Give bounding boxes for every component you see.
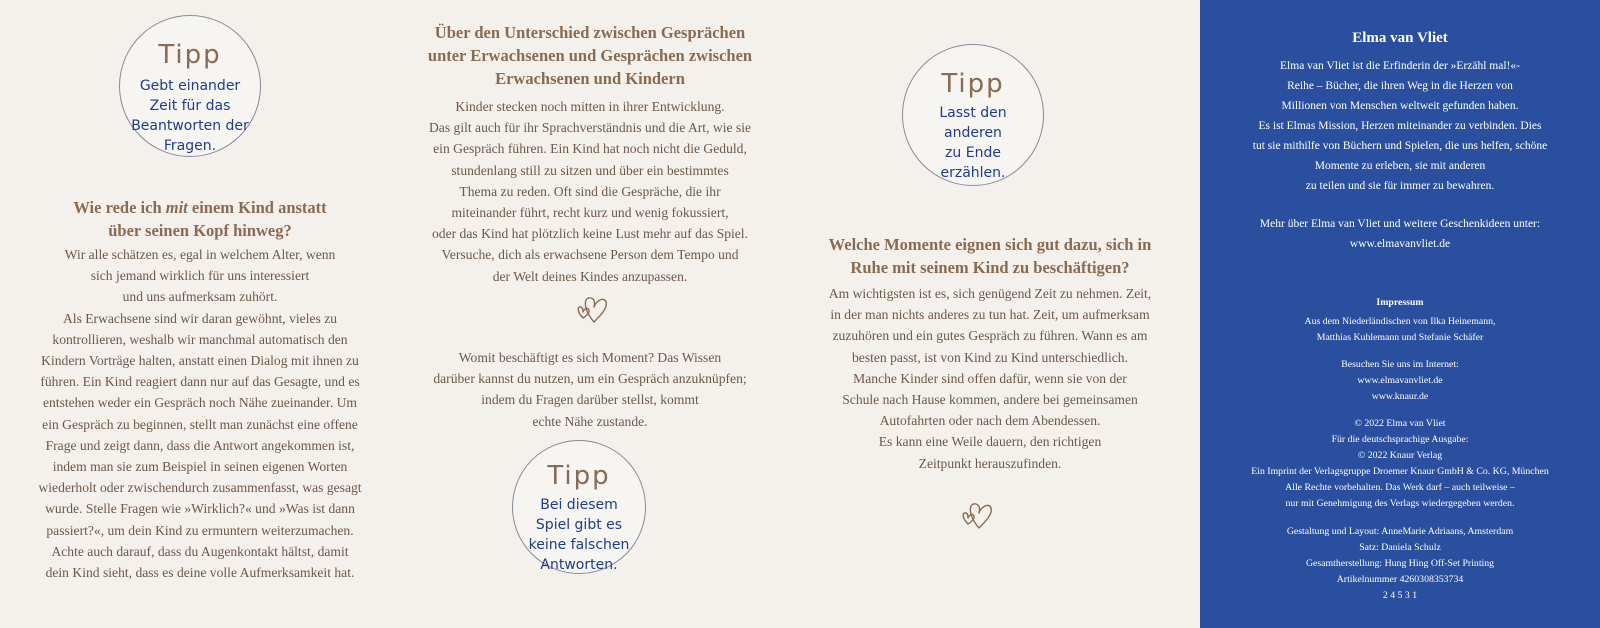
- tip-circle: [902, 44, 1044, 186]
- more-info: Mehr über Elma van Vliet und weitere Geschenkideen unter: www.elmavanvliet.de: [1259, 218, 1541, 250]
- impressum-title: Impressum: [1376, 297, 1424, 308]
- tip-text: Lasst den anderen zu Ende erzählen.: [939, 105, 1007, 181]
- tip-circle: [119, 15, 261, 157]
- panel-middle: [400, 0, 800, 628]
- section-body-2: Womit beschäftigt es sich Moment? Das Wissen darüber kannst du nutzen, um ein Gespräch anzuknüpfen; indem du Fragen darüber stellst, kommt echte Nähe zustande.: [433, 350, 747, 429]
- section-body: Kinder stecken noch mitten in ihrer Entwicklung. Das gilt auch für ihr Sprachverständnis und die Art, wie sie ein Gespräch führen. Ein Kind hat noch nicht die Geduld, stundenlang still zu sitzen und über ein bestimmtes Thema zu reden. Oft sind die Gespräche, die ihr miteinander führt, recht kurz und wenig fokussiert, oder das Kind hat plötzlich keine Lust mehr auf das Spiel. Versuche, dich als erwachsene Person dem Tempo und der Welt deines Kindes anzupassen.: [428, 99, 752, 284]
- section-body: Wir alle schätzen es, egal in welchem Alter, wenn sich jemand wirklich für uns interessiert und uns aufmerksam zuhört. Als Erwachsene sind wir daran gewöhnt, vieles zu kontrollieren, weshalb wir manchmal automatisch den Kindern Vorträge halten, anstatt einen Dialog mit ihnen zu führen. Ein Kind reagiert dann nur auf das Gesagte, und es entstehen weder ein Gespräch noch Nähe zueinander. Um ein Gespräch zu beginnen, stellt man zunächst eine offene Frage und zeigt dann, dass die Antwort angekommen ist, indem man sie zum Beispiel in seinen eigenen Worten wiederholt oder zwischendurch zusammenfasst, was gesagt wurde. Stelle Fragen wie »Wirklich?« und »Was ist dann passiert?«, um dein Kind zu ermuntern weiterzumachen. Achte auch darauf, dass du Augenkontakt hältst, damit dein Kind sieht, dass es deine volle Aufmerksamkeit hat.: [38, 247, 362, 581]
- heart-icon: [955, 496, 995, 534]
- tip-title: Tipp: [158, 40, 222, 70]
- section-heading: [0, 196, 400, 242]
- impressum-credits: Gestaltung und Layout: AnneMarie Adriaans, Amsterdam Satz: Daniela Schulz Gesamtherstellung: Hung Hing Off-Set Printing Artikelnummer 4260308353734 2 4 5 3 1: [1286, 526, 1514, 601]
- panel-third: [800, 0, 1200, 628]
- impressum-visit: Besuchen Sie uns im Internet: www.elmavanvliet.de www.knaur.de: [1341, 359, 1459, 402]
- tip-circle: [512, 440, 646, 574]
- tip-text: Bei diesem Spiel gibt es keine falschen Antworten.: [528, 497, 630, 573]
- tip-title: Tipp: [941, 69, 1005, 99]
- section-body: Am wichtigsten ist es, sich genügend Zeit zu nehmen. Zeit, in der man nichts anderes zu tun hat. Zeit, um aufmerksam zuzuhören und ein gutes Gespräch zu führen. Wann es am besten passt, ist von Kind zu Kind unterschiedlich. Manche Kinder sind offen dafür, wenn sie von der Schule nach Hause kommen, andere bei gemeinsamen Autofahrten oder nach dem Abendessen. Es kann eine Weile dauern, den richtigen Zeitpunkt herauszufinden.: [828, 286, 1152, 471]
- heading-emphasis: mit: [165, 198, 188, 217]
- tip-title: Tipp: [547, 461, 611, 491]
- section-heading: Welche Momente eignen sich gut dazu, sich in Ruhe mit seinem Kind zu beschäftigen?: [828, 235, 1152, 277]
- author-bio: Elma van Vliet ist die Erfinderin der »Erzähl mal!«- Reihe – Bücher, die ihren Weg in die Herzen von Millionen von Menschen weltweit gefunden haben. Es ist Elmas Mission, Herzen miteinander zu verbinden. Dies tut sie mithilfe von Büchern und Spielen, die uns helfen, schöne Momente zu erleben, sie mit anderen zu teilen und sie für immer zu bewahren.: [1252, 60, 1548, 192]
- tip-text: Gebt einander Zeit für das Beantworten der Fragen.: [131, 78, 249, 154]
- panel-right-imprint: [1200, 0, 1600, 628]
- heading-part: Wie rede ich: [73, 198, 166, 217]
- heading-part: einem Kind anstatt über seinen Kopf hinweg?: [108, 198, 327, 240]
- heart-icon: [570, 290, 610, 328]
- section-heading: Über den Unterschied zwischen Gesprächen unter Erwachsenen und Gesprächen zwischen Erwachsenen und Kindern: [427, 23, 753, 88]
- panel-left: [0, 0, 400, 628]
- author-name: Elma van Vliet: [1352, 30, 1448, 46]
- impressum-copyright: © 2022 Elma van Vliet Für die deutschsprachige Ausgabe: © 2022 Knaur Verlag Ein Imprint der Verlagsgruppe Droemer Knaur GmbH & Co. KG, München Alle Rechte vorbehalten. Das Werk darf – auch teilweise – nur mit Genehmigung des Verlags wiedergegeben werden.: [1251, 418, 1549, 509]
- impressum-translation: Aus dem Niederländischen von Ilka Heinemann, Matthias Kuhlemann und Stefanie Schäfer: [1304, 316, 1496, 343]
